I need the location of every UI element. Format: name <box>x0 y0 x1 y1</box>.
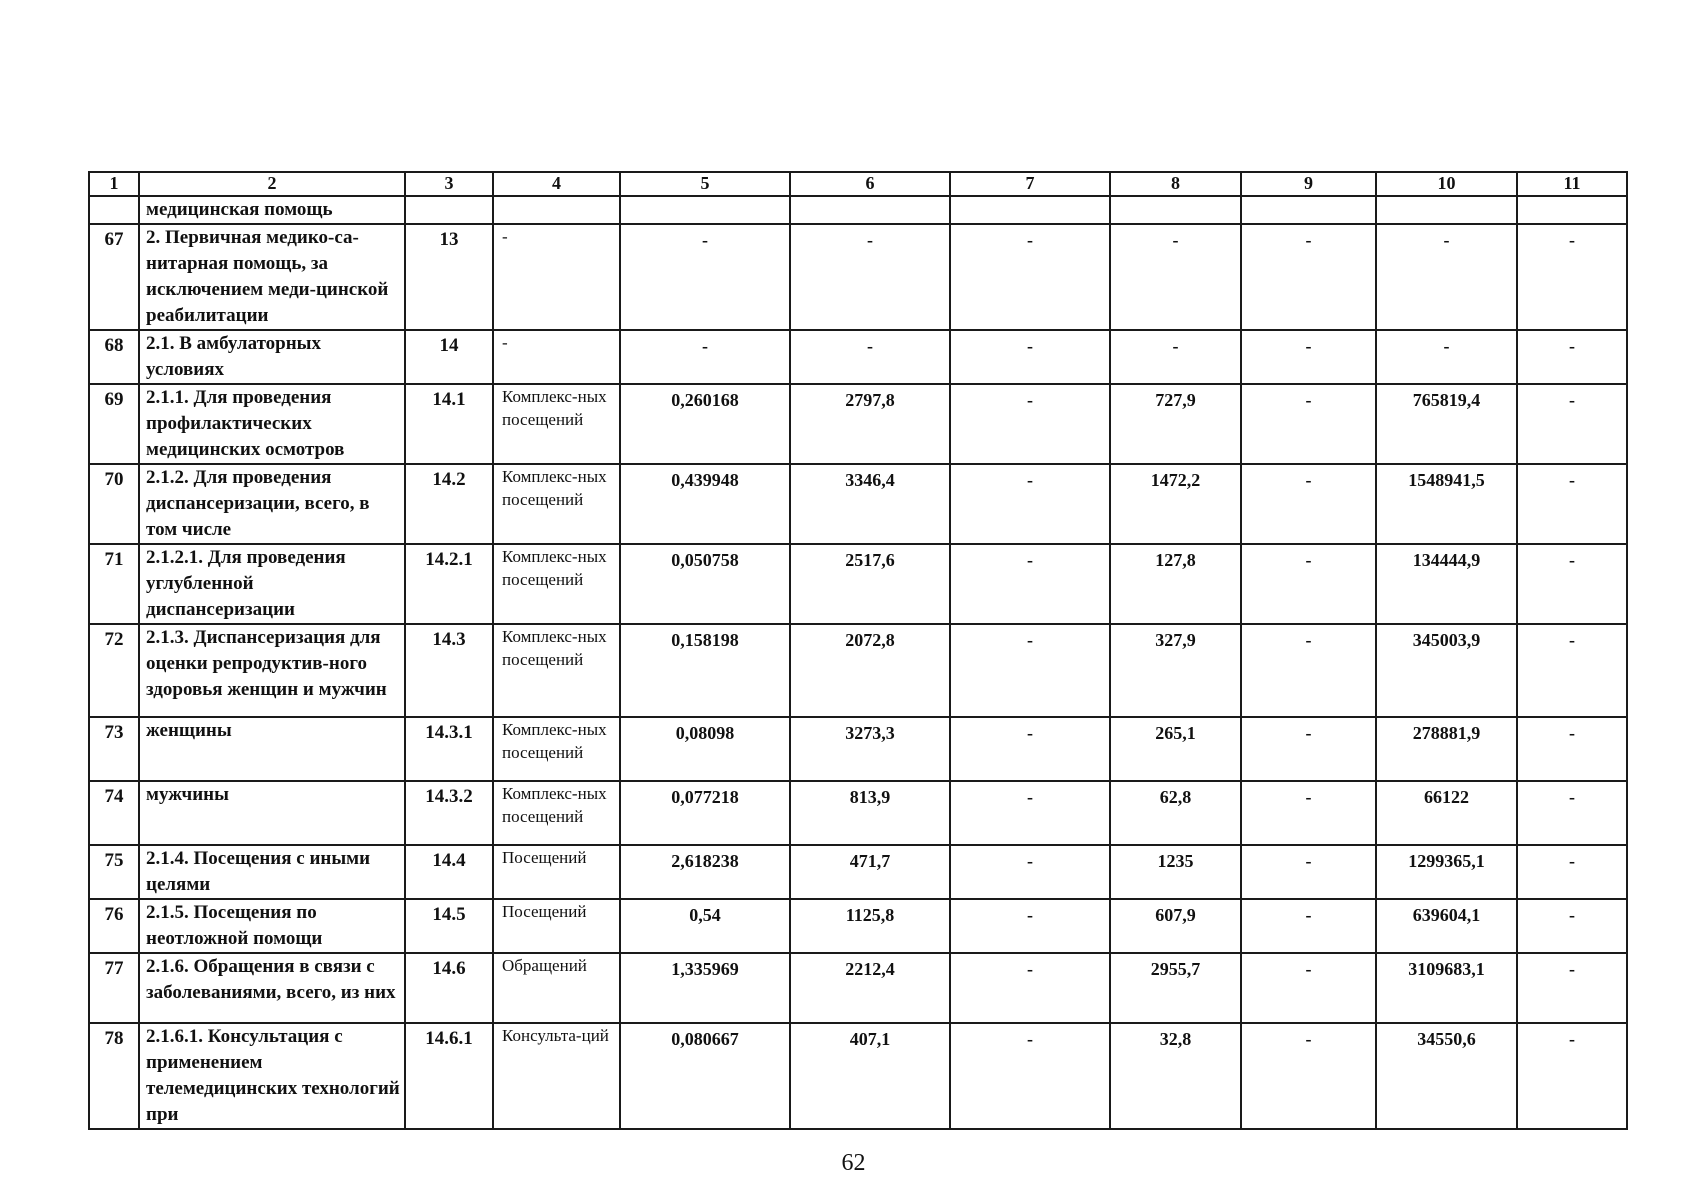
value-cell-col11: - <box>1517 717 1627 781</box>
row-number-cell: 67 <box>89 224 139 330</box>
indicator-name-cell: мужчины <box>139 781 405 845</box>
indicator-name-cell: 2.1.1. Для проведения профилактических медицинских осмотров <box>139 384 405 464</box>
indicator-name-cell: 2.1.2.1. Для проведения углубленной диспансеризации <box>139 544 405 624</box>
value-cell-col5: 0,050758 <box>620 544 790 624</box>
unit-cell: Комплекс-ных посещений <box>493 717 620 781</box>
column-header: 2 <box>139 172 405 196</box>
value-cell-col8: 607,9 <box>1110 899 1241 953</box>
table-row <box>89 624 1627 717</box>
value-cell-col7 <box>950 196 1110 224</box>
indicator-name-cell: 2.1.4. Посещения с иными целями <box>139 845 405 899</box>
row-code-cell <box>405 196 493 224</box>
table-row <box>89 544 1627 624</box>
value-cell-col7: - <box>950 717 1110 781</box>
row-number-cell: 78 <box>89 1023 139 1129</box>
value-cell-col10 <box>1376 196 1517 224</box>
value-cell-col9: - <box>1241 544 1376 624</box>
value-cell-col9: - <box>1241 624 1376 717</box>
column-header: 10 <box>1376 172 1517 196</box>
value-cell-col7: - <box>950 544 1110 624</box>
table-row <box>89 717 1627 781</box>
value-cell-col8: - <box>1110 330 1241 384</box>
value-cell-col7: - <box>950 624 1110 717</box>
value-cell-col5 <box>620 196 790 224</box>
column-header: 3 <box>405 172 493 196</box>
value-cell-col10: 134444,9 <box>1376 544 1517 624</box>
value-cell-col8: 327,9 <box>1110 624 1241 717</box>
row-number-cell: 72 <box>89 624 139 717</box>
table-row <box>89 464 1627 544</box>
row-number-cell: 73 <box>89 717 139 781</box>
row-number-cell: 74 <box>89 781 139 845</box>
value-cell-col5: 2,618238 <box>620 845 790 899</box>
value-cell-col8 <box>1110 196 1241 224</box>
indicator-name-cell: 2.1.6.1. Консультация с применением телемедицинских технологий при <box>139 1023 405 1129</box>
value-cell-col10: 66122 <box>1376 781 1517 845</box>
value-cell-col5: 0,260168 <box>620 384 790 464</box>
value-cell-col5: 1,335969 <box>620 953 790 1023</box>
value-cell-col8: 1235 <box>1110 845 1241 899</box>
value-cell-col8: 32,8 <box>1110 1023 1241 1129</box>
value-cell-col10: 345003,9 <box>1376 624 1517 717</box>
row-code-cell: 14.6 <box>405 953 493 1023</box>
column-number-header-row <box>89 172 1627 196</box>
row-number-cell: 68 <box>89 330 139 384</box>
row-code-cell: 14.3.2 <box>405 781 493 845</box>
value-cell-col5: - <box>620 330 790 384</box>
row-code-cell: 14.1 <box>405 384 493 464</box>
value-cell-col8: - <box>1110 224 1241 330</box>
value-cell-col8: 2955,7 <box>1110 953 1241 1023</box>
value-cell-col6: 2517,6 <box>790 544 950 624</box>
value-cell-col11: - <box>1517 1023 1627 1129</box>
value-cell-col6: 3273,3 <box>790 717 950 781</box>
value-cell-col6: 407,1 <box>790 1023 950 1129</box>
value-cell-col6: 2797,8 <box>790 384 950 464</box>
page-number: 62 <box>841 1150 866 1176</box>
unit-cell: - <box>493 224 620 330</box>
data-table <box>88 171 1628 1130</box>
value-cell-col10: 278881,9 <box>1376 717 1517 781</box>
value-cell-col7: - <box>950 781 1110 845</box>
value-cell-col5: 0,080667 <box>620 1023 790 1129</box>
value-cell-col11: - <box>1517 464 1627 544</box>
indicator-name-cell: 2.1.3. Диспансеризация для оценки репродуктив-ного здоровья женщин и мужчин <box>139 624 405 717</box>
table-row <box>89 330 1627 384</box>
value-cell-col9: - <box>1241 781 1376 845</box>
column-header: 5 <box>620 172 790 196</box>
table-row <box>89 1023 1627 1129</box>
value-cell-col8: 727,9 <box>1110 384 1241 464</box>
value-cell-col10: 639604,1 <box>1376 899 1517 953</box>
value-cell-col6: 2072,8 <box>790 624 950 717</box>
value-cell-col6: 471,7 <box>790 845 950 899</box>
value-cell-col7: - <box>950 845 1110 899</box>
row-number-cell: 77 <box>89 953 139 1023</box>
value-cell-col5: - <box>620 224 790 330</box>
value-cell-col10: 765819,4 <box>1376 384 1517 464</box>
value-cell-col5: 0,077218 <box>620 781 790 845</box>
value-cell-col6: 1125,8 <box>790 899 950 953</box>
value-cell-col7: - <box>950 384 1110 464</box>
value-cell-col11: - <box>1517 953 1627 1023</box>
column-header: 11 <box>1517 172 1627 196</box>
unit-cell: Комплекс-ных посещений <box>493 544 620 624</box>
value-cell-col5: 0,439948 <box>620 464 790 544</box>
value-cell-col6: - <box>790 224 950 330</box>
column-header: 8 <box>1110 172 1241 196</box>
row-code-cell: 14.3.1 <box>405 717 493 781</box>
value-cell-col11: - <box>1517 781 1627 845</box>
row-code-cell: 14.2 <box>405 464 493 544</box>
table-row <box>89 953 1627 1023</box>
unit-cell: Комплекс-ных посещений <box>493 384 620 464</box>
value-cell-col11: - <box>1517 845 1627 899</box>
value-cell-col8: 127,8 <box>1110 544 1241 624</box>
value-cell-col11: - <box>1517 624 1627 717</box>
value-cell-col6: 813,9 <box>790 781 950 845</box>
value-cell-col7: - <box>950 224 1110 330</box>
unit-cell: Консульта-ций <box>493 1023 620 1129</box>
value-cell-col9: - <box>1241 845 1376 899</box>
value-cell-col10: - <box>1376 330 1517 384</box>
value-cell-col7: - <box>950 1023 1110 1129</box>
value-cell-col5: 0,158198 <box>620 624 790 717</box>
value-cell-col10: 1299365,1 <box>1376 845 1517 899</box>
value-cell-col9: - <box>1241 464 1376 544</box>
indicator-name-cell: женщины <box>139 717 405 781</box>
value-cell-col8: 1472,2 <box>1110 464 1241 544</box>
row-code-cell: 14.5 <box>405 899 493 953</box>
value-cell-col11: - <box>1517 544 1627 624</box>
value-cell-col11: - <box>1517 899 1627 953</box>
row-code-cell: 14 <box>405 330 493 384</box>
row-code-cell: 14.3 <box>405 624 493 717</box>
value-cell-col9: - <box>1241 224 1376 330</box>
value-cell-col9: - <box>1241 953 1376 1023</box>
row-code-cell: 14.6.1 <box>405 1023 493 1129</box>
value-cell-col9: - <box>1241 1023 1376 1129</box>
row-number-cell: 75 <box>89 845 139 899</box>
row-code-cell: 13 <box>405 224 493 330</box>
column-header: 4 <box>493 172 620 196</box>
unit-cell <box>493 196 620 224</box>
value-cell-col6: 3346,4 <box>790 464 950 544</box>
indicator-name-cell: 2. Первичная медико-са-нитарная помощь, за исключением меди-цинской реабилитации <box>139 224 405 330</box>
value-cell-col10: - <box>1376 224 1517 330</box>
column-header: 1 <box>89 172 139 196</box>
unit-cell: Комплекс-ных посещений <box>493 624 620 717</box>
value-cell-col10: 1548941,5 <box>1376 464 1517 544</box>
value-cell-col11: - <box>1517 330 1627 384</box>
row-number-cell <box>89 196 139 224</box>
unit-cell: Комплекс-ных посещений <box>493 464 620 544</box>
column-header: 9 <box>1241 172 1376 196</box>
unit-cell: Обращений <box>493 953 620 1023</box>
row-number-cell: 76 <box>89 899 139 953</box>
indicator-name-cell: 2.1.6. Обращения в связи с заболеваниями, всего, из них <box>139 953 405 1023</box>
indicator-name-cell: 2.1.2. Для проведения диспансеризации, всего, в том числе <box>139 464 405 544</box>
row-code-cell: 14.4 <box>405 845 493 899</box>
indicator-name-cell: медицинская помощь <box>139 196 405 224</box>
value-cell-col6 <box>790 196 950 224</box>
table-body <box>89 172 1627 1129</box>
unit-cell: Комплекс-ных посещений <box>493 781 620 845</box>
value-cell-col9: - <box>1241 717 1376 781</box>
indicator-name-cell: 2.1. В амбулаторных условиях <box>139 330 405 384</box>
column-header: 7 <box>950 172 1110 196</box>
value-cell-col5: 0,54 <box>620 899 790 953</box>
unit-cell: - <box>493 330 620 384</box>
value-cell-col7: - <box>950 953 1110 1023</box>
value-cell-col9: - <box>1241 330 1376 384</box>
table-row <box>89 845 1627 899</box>
unit-cell: Посещений <box>493 845 620 899</box>
value-cell-col7: - <box>950 899 1110 953</box>
value-cell-col9 <box>1241 196 1376 224</box>
value-cell-col9: - <box>1241 384 1376 464</box>
column-header: 6 <box>790 172 950 196</box>
value-cell-col11: - <box>1517 384 1627 464</box>
row-number-cell: 70 <box>89 464 139 544</box>
value-cell-col10: 34550,6 <box>1376 1023 1517 1129</box>
table-row <box>89 899 1627 953</box>
row-number-cell: 69 <box>89 384 139 464</box>
value-cell-col6: 2212,4 <box>790 953 950 1023</box>
value-cell-col7: - <box>950 464 1110 544</box>
table-row <box>89 781 1627 845</box>
value-cell-col5: 0,08098 <box>620 717 790 781</box>
value-cell-col8: 265,1 <box>1110 717 1241 781</box>
value-cell-col10: 3109683,1 <box>1376 953 1517 1023</box>
indicator-name-cell: 2.1.5. Посещения по неотложной помощи <box>139 899 405 953</box>
value-cell-col6: - <box>790 330 950 384</box>
table-row <box>89 196 1627 224</box>
value-cell-col8: 62,8 <box>1110 781 1241 845</box>
table-row <box>89 384 1627 464</box>
unit-cell: Посещений <box>493 899 620 953</box>
value-cell-col11: - <box>1517 224 1627 330</box>
row-number-cell: 71 <box>89 544 139 624</box>
value-cell-col9: - <box>1241 899 1376 953</box>
value-cell-col11 <box>1517 196 1627 224</box>
row-code-cell: 14.2.1 <box>405 544 493 624</box>
value-cell-col7: - <box>950 330 1110 384</box>
table-row <box>89 224 1627 330</box>
